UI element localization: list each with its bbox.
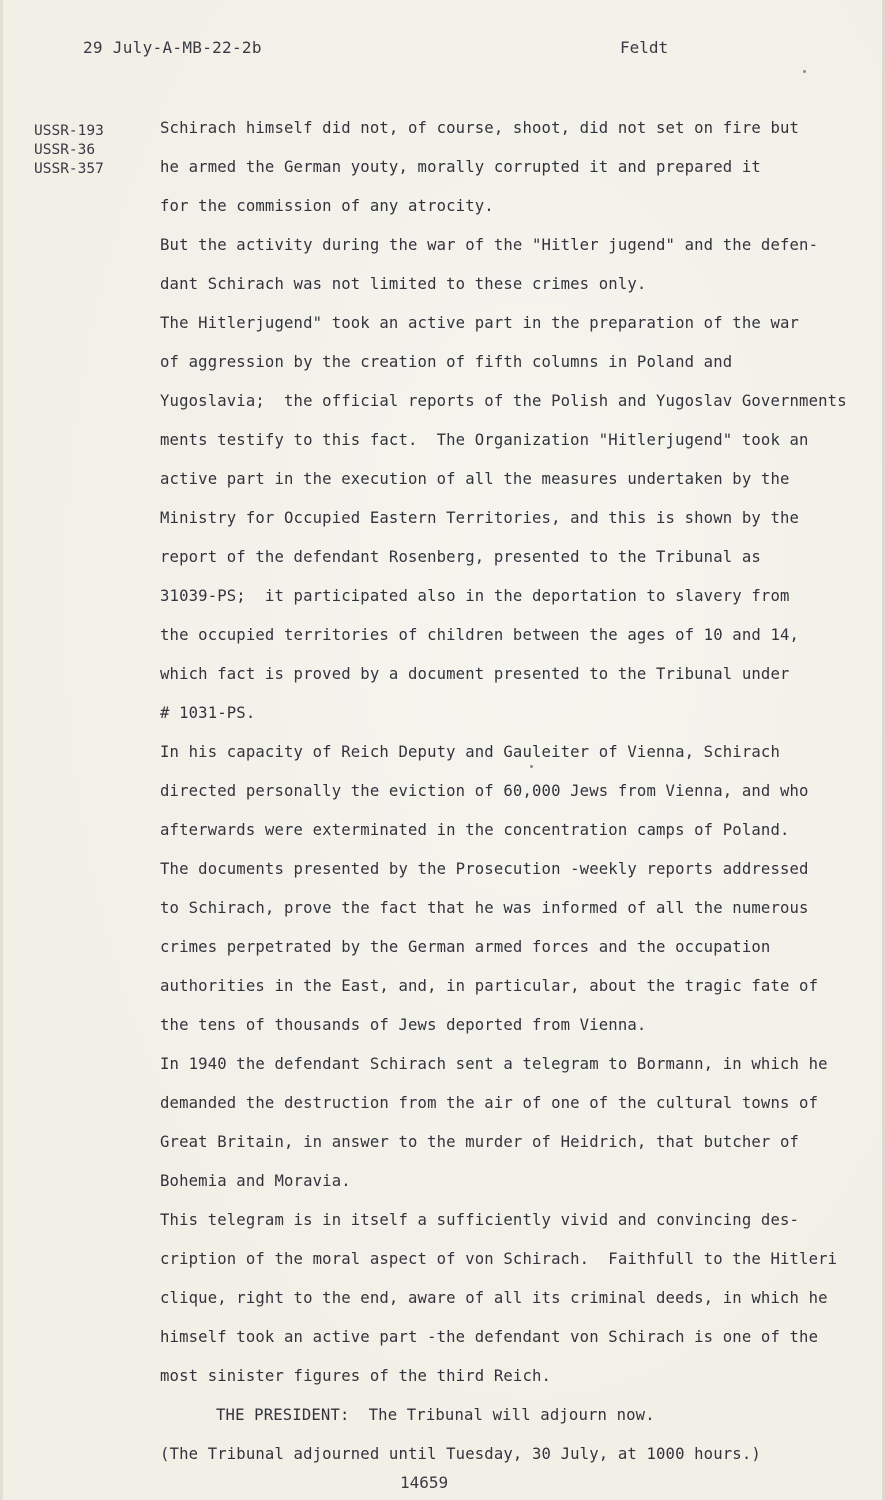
text-line: In 1940 the defendant Schirach sent a telegram to Bormann, in which he	[160, 1055, 828, 1073]
margin-ref: USSR-357	[34, 161, 104, 177]
text-line: # 1031-PS.	[160, 704, 256, 722]
text-line: 31039-PS; it participated also in the deportation to slavery from	[160, 587, 790, 605]
paper-speck	[530, 765, 533, 768]
text-line: the tens of thousands of Jews deported from Vienna.	[160, 1016, 647, 1034]
president-statement: THE PRESIDENT: The Tribunal will adjourn now.	[216, 1406, 655, 1424]
text-line: the occupied territories of children between the ages of 10 and 14,	[160, 626, 800, 644]
transcript-body	[160, 117, 860, 1482]
margin-references	[34, 122, 104, 179]
text-line: In his capacity of Reich Deputy and Gauleiter of Vienna, Schirach	[160, 743, 780, 761]
text-line: for the commission of any atrocity.	[160, 197, 494, 215]
text-line: clique, right to the end, aware of all its criminal deeds, in which he	[160, 1289, 828, 1307]
text-line: afterwards were exterminated in the concentration camps of Poland.	[160, 821, 790, 839]
text-line: directed personally the eviction of 60,000 Jews from Vienna, and who	[160, 782, 809, 800]
text-line: Yugoslavia; the official reports of the Polish and Yugoslav Governments	[160, 392, 847, 410]
text-line: demanded the destruction from the air of one of the cultural towns of	[160, 1094, 819, 1112]
text-line: most sinister figures of the third Reich.	[160, 1367, 552, 1385]
text-line: Great Britain, in answer to the murder of Heidrich, that butcher of	[160, 1133, 800, 1151]
text-line: But the activity during the war of the "Hitler jugend" and the defen-	[160, 236, 819, 254]
text-line: which fact is proved by a document presented to the Tribunal under	[160, 665, 790, 683]
paper-speck	[803, 70, 806, 73]
text-line: dant Schirach was not limited to these crimes only.	[160, 275, 647, 293]
speaker-name: Feldt	[620, 38, 669, 57]
text-line: The Hitlerjugend" took an active part in the preparation of the war	[160, 314, 800, 332]
text-line: he armed the German youty, morally corrupted it and prepared it	[160, 158, 761, 176]
text-line: Bohemia and Moravia.	[160, 1172, 351, 1190]
text-line: himself took an active part -the defendant von Schirach is one of the	[160, 1328, 819, 1346]
text-line: Schirach himself did not, of course, shoot, did not set on fire but	[160, 119, 800, 137]
text-line: ments testify to this fact. The Organization "Hitlerjugend" took an	[160, 431, 809, 449]
margin-ref: USSR-193	[34, 123, 104, 139]
text-line: authorities in the East, and, in particular, about the tragic fate of	[160, 977, 819, 995]
text-line: of aggression by the creation of fifth columns in Poland and	[160, 353, 733, 371]
text-line: report of the defendant Rosenberg, presented to the Tribunal as	[160, 548, 761, 566]
margin-ref: USSR-36	[34, 142, 96, 158]
page-reference: 29 July-A-MB-22-2b	[83, 38, 262, 57]
page-number: 14659	[400, 1473, 449, 1492]
text-line: crimes perpetrated by the German armed forces and the occupation	[160, 938, 771, 956]
text-line: cription of the moral aspect of von Schirach. Faithfull to the Hitleri	[160, 1250, 838, 1268]
text-line: This telegram is in itself a sufficiently vivid and convincing des-	[160, 1211, 800, 1229]
text-line: Ministry for Occupied Eastern Territories, and this is shown by the	[160, 509, 800, 527]
adjournment-note: (The Tribunal adjourned until Tuesday, 30 July, at 1000 hours.)	[160, 1445, 761, 1463]
text-line: The documents presented by the Prosecution -weekly reports addressed	[160, 860, 809, 878]
text-line: active part in the execution of all the measures undertaken by the	[160, 470, 790, 488]
text-line: to Schirach, prove the fact that he was informed of all the numerous	[160, 899, 809, 917]
